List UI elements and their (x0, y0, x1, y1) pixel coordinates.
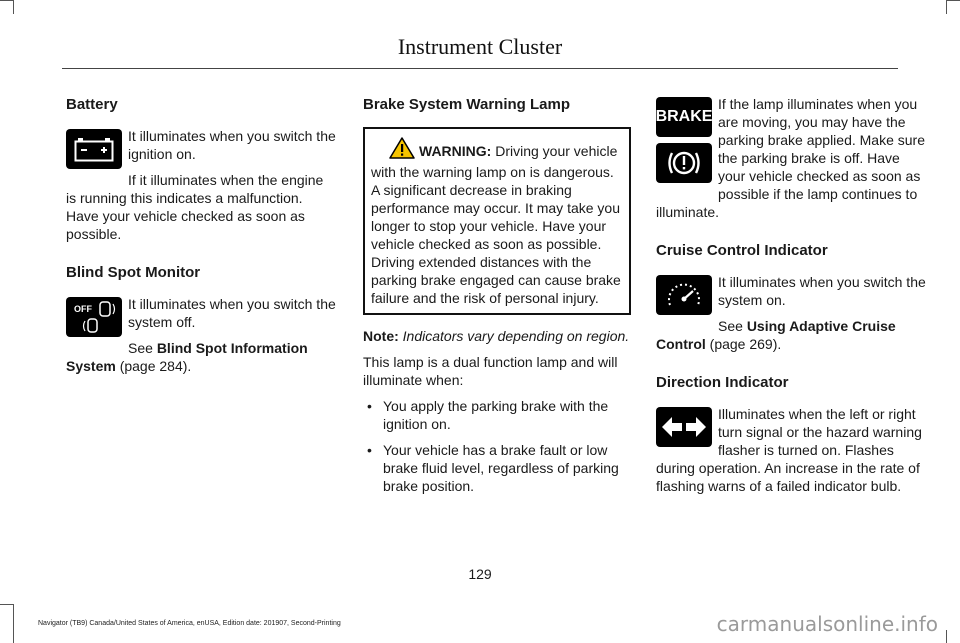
battery-heading: Battery (66, 96, 118, 113)
header-divider (62, 68, 898, 69)
turn-signal-arrows-icon (656, 407, 712, 447)
warning-box (363, 127, 631, 315)
cruise-see: See Using Adaptive Cruise Control (page 269). (656, 318, 896, 352)
warning-label: WARNING: (419, 143, 492, 159)
crop-mark (13, 604, 14, 643)
crop-mark (0, 604, 14, 605)
crop-mark (0, 0, 14, 1)
cruise-text-1: It illuminates when you switch the system on. (718, 274, 926, 308)
list-item: • Your vehicle has a brake fault or low brake fluid level, regardless of parking brake position. (363, 441, 631, 495)
cruise-heading: Cruise Control Indicator (656, 242, 828, 259)
brake-icon-stack (656, 97, 712, 189)
watermark: carmanualsonline.info (716, 612, 938, 636)
condition-list (363, 397, 631, 495)
warning-triangle-icon (389, 137, 415, 163)
lamp-intro: This lamp is a dual function lamp and will illuminate when: (363, 354, 618, 388)
warning-text: Driving your vehicle with the warning lamp on is dangerous. A significant decrease in braking performance may occur. It may take you longer to stop your vehicle. Have your vehicle checked as soon as possible. Driving extended distances with the parking brake engaged can cause brake failure and the risk of personal injury. (371, 143, 621, 306)
blind-spot-link[interactable]: Blind Spot Information System (66, 340, 308, 374)
brake-warning-circle-icon (656, 143, 712, 183)
edition-footer: Navigator (TB9) Canada/United States of America, enUSA, Edition date: 201907, Second-Printing (38, 620, 341, 627)
blind-spot-heading: Blind Spot Monitor (66, 264, 201, 281)
svg-text:OFF: OFF (74, 304, 92, 314)
list-item: • You apply the parking brake with the ignition on. (363, 397, 631, 433)
crop-mark (946, 0, 947, 14)
crop-mark (946, 0, 960, 1)
column-right (656, 95, 926, 503)
cruise-link[interactable]: Using Adaptive Cruise Control (656, 318, 896, 352)
battery-icon (66, 129, 122, 169)
note-paragraph: Note: Indicators vary depending on region. (363, 328, 630, 344)
direction-heading: Direction Indicator (656, 374, 789, 391)
column-left (66, 95, 336, 383)
blind-spot-see: See Blind Spot Information System (page 284). (66, 340, 308, 374)
battery-text-1: It illuminates when you switch the ignition on. (128, 128, 336, 162)
direction-text: Illuminates when the left or right turn signal or the hazard warning flasher is turned on. Flashes during operation. An increase in the rate of flashing warns of a failed indicator bulb. (656, 406, 922, 494)
column-middle (363, 95, 631, 503)
brake-text-icon: BRAKE (656, 97, 712, 137)
page-number: 129 (468, 566, 492, 582)
battery-text-2: If it illuminates when the engine is running this indicates a malfunction. Have your vehicle checked as soon as possible. (66, 172, 324, 242)
brake-paragraph: If the lamp illuminates when you are moving, you may have the parking brake applied. Make sure the parking brake is off. Have your vehicle checked as soon as possible if the lamp continues to illuminate. (656, 96, 926, 220)
crop-mark (13, 0, 14, 14)
crop-mark (946, 630, 947, 643)
blind-spot-off-icon (66, 297, 122, 337)
blind-spot-text-1: It illuminates when you switch the system off. (128, 296, 336, 330)
brake-heading: Brake System Warning Lamp (363, 96, 571, 113)
cruise-control-icon (656, 275, 712, 315)
page-header-title: Instrument Cluster (397, 34, 563, 59)
